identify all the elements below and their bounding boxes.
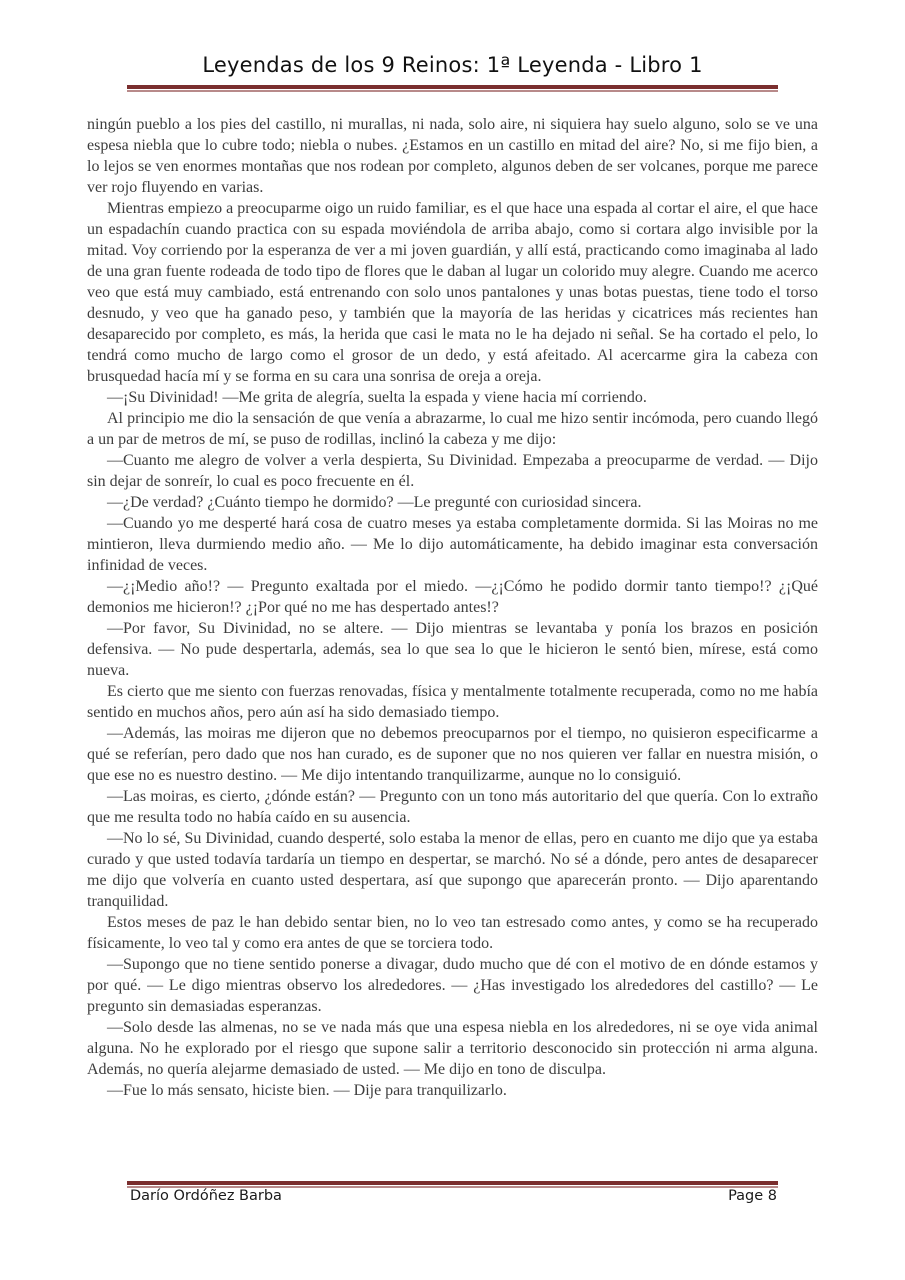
- paragraph: —¡Su Divinidad! —Me grita de alegría, suelta la espada y viene hacia mí corriendo.: [107, 389, 647, 406]
- paragraph: —¿¡Medio año!? — Pregunto exaltada por el miedo. —¿¡Cómo he podido dormir tanto tiempo!? ¿¡Qué demonios me hicieron!? ¿¡Por qué no me has despertado antes!?: [87, 578, 818, 616]
- paragraph: Estos meses de paz le han debido sentar bien, no lo veo tan estresado como antes, y como se ha recuperado físicamente, lo veo tal y como era antes de que se torciera todo.: [87, 914, 818, 952]
- paragraph: —Cuanto me alegro de volver a verla despierta, Su Divinidad. Empezaba a preocuparme de verdad. — Dijo sin dejar de sonreír, lo cual es poco frecuente en él.: [87, 452, 818, 490]
- paragraph: —Cuando yo me desperté hará cosa de cuatro meses ya estaba completamente dormida. Si las Moiras no me mintieron, lleva durmiendo medio año. — Me lo dijo automáticamente, ha debido imaginar esta conversación infinidad de veces.: [87, 515, 818, 574]
- footer-divider: [127, 1181, 778, 1188]
- paragraph: Al principio me dio la sensación de que venía a abrazarme, lo cual me hizo sentir incómoda, pero cuando llegó a un par de metros de mí, se puso de rodillas, inclinó la cabeza y me dijo:: [87, 410, 818, 448]
- page-header-title: Leyendas de los 9 Reinos: 1ª Leyenda - Libro 1: [202, 53, 703, 77]
- page-footer: [130, 1188, 777, 1204]
- paragraph: —Fue lo más sensato, hiciste bien. — Dije para tranquilizarlo.: [107, 1082, 507, 1099]
- paragraph: —¿De verdad? ¿Cuánto tiempo he dormido? —Le pregunté con curiosidad sincera.: [107, 494, 642, 511]
- paragraph: Mientras empiezo a preocuparme oigo un ruido familiar, es el que hace una espada al cortar el aire, el que hace un espadachín cuando practica con su espada moviéndola de arriba abajo, como si cortara algo invisible por la mitad. Voy corriendo por la esperanza de ver a mi joven guardián, y allí está, practicando como imaginaba al lado de una gran fuente rodeada de todo tipo de flores que le daban al lugar un colorido muy alegre. Cuando me acerco veo que está muy cambiado, está entrenando con solo unos pantalones y unas botas puestas, tiene todo el torso desnudo, y veo que ha ganado peso, y también que la mayoría de las heridas y cicatrices más recientes han desaparecido por completo, es más, la herida que casi le mata no le ha dejado ni señal. Se ha cortado el pelo, lo tendrá como mucho de largo como el grosor de un dedo, y está afeitado. Al acercarme gira la cabeza con brusquedad hacía mí y se forma en su cara una sonrisa de oreja a oreja.: [87, 200, 818, 385]
- page-body: [87, 114, 818, 1101]
- footer-page-number: Page 8: [728, 1188, 777, 1204]
- footer-author: Darío Ordóñez Barba: [130, 1188, 282, 1204]
- header-divider: [127, 85, 778, 92]
- paragraph: —Solo desde las almenas, no se ve nada más que una espesa niebla en los alrededores, ni se oye vida animal alguna. No he explorado por el riesgo que supone salir a territorio desconocido sin protección ni arma alguna. Además, no quería alejarme demasiado de usted. — Me dijo en tono de disculpa.: [87, 1019, 818, 1078]
- paragraph: —Además, las moiras me dijeron que no debemos preocuparnos por el tiempo, no quisieron especificarme a qué se referían, pero dado que nos han curado, es de suponer que no nos quieren ver fallar en nuestra misión, o que ese no es nuestro destino. — Me dijo intentando tranquilizarme, aunque no lo consiguió.: [87, 725, 818, 784]
- paragraph: —No lo sé, Su Divinidad, cuando desperté, solo estaba la menor de ellas, pero en cuanto me dijo que ya estaba curado y que usted todavía tardaría un tiempo en despertar, se marchó. No sé a dónde, pero antes de desaparecer me dijo que volvería en cuanto usted despertara, así que supongo que aparecerán pronto. — Dijo aparentando tranquilidad.: [87, 830, 818, 910]
- paragraph: —Por favor, Su Divinidad, no se altere. — Dijo mientras se levantaba y ponía los brazos en posición defensiva. — No pude despertarla, además, sea lo que sea lo que le hicieron le sentó bien, mírese, está como nueva.: [87, 620, 818, 679]
- paragraph: —Supongo que no tiene sentido ponerse a divagar, dudo mucho que dé con el motivo de en dónde estamos y por qué. — Le digo mientras observo los alrededores. — ¿Has investigado los alrededores del castillo? — Le pregunto sin demasiadas esperanzas.: [87, 956, 818, 1015]
- paragraph: ningún pueblo a los pies del castillo, ni murallas, ni nada, solo aire, ni siquiera hay suelo alguno, solo se ve una espesa niebla que lo cubre todo; niebla o nubes. ¿Estamos en un castillo en mitad del aire? No, si me fijo bien, a lo lejos se ven enormes montañas que nos rodean por completo, algunos deben de ser volcanes, porque me parece ver rojo fluyendo en varias.: [87, 116, 818, 196]
- paragraph: Es cierto que me siento con fuerzas renovadas, física y mentalmente totalmente recuperada, como no me había sentido en muchos años, pero aún así ha sido demasiado tiempo.: [87, 683, 818, 721]
- paragraph: —Las moiras, es cierto, ¿dónde están? — Pregunto con un tono más autoritario del que quería. Con lo extraño que me resulta todo no había caído en su ausencia.: [87, 788, 818, 826]
